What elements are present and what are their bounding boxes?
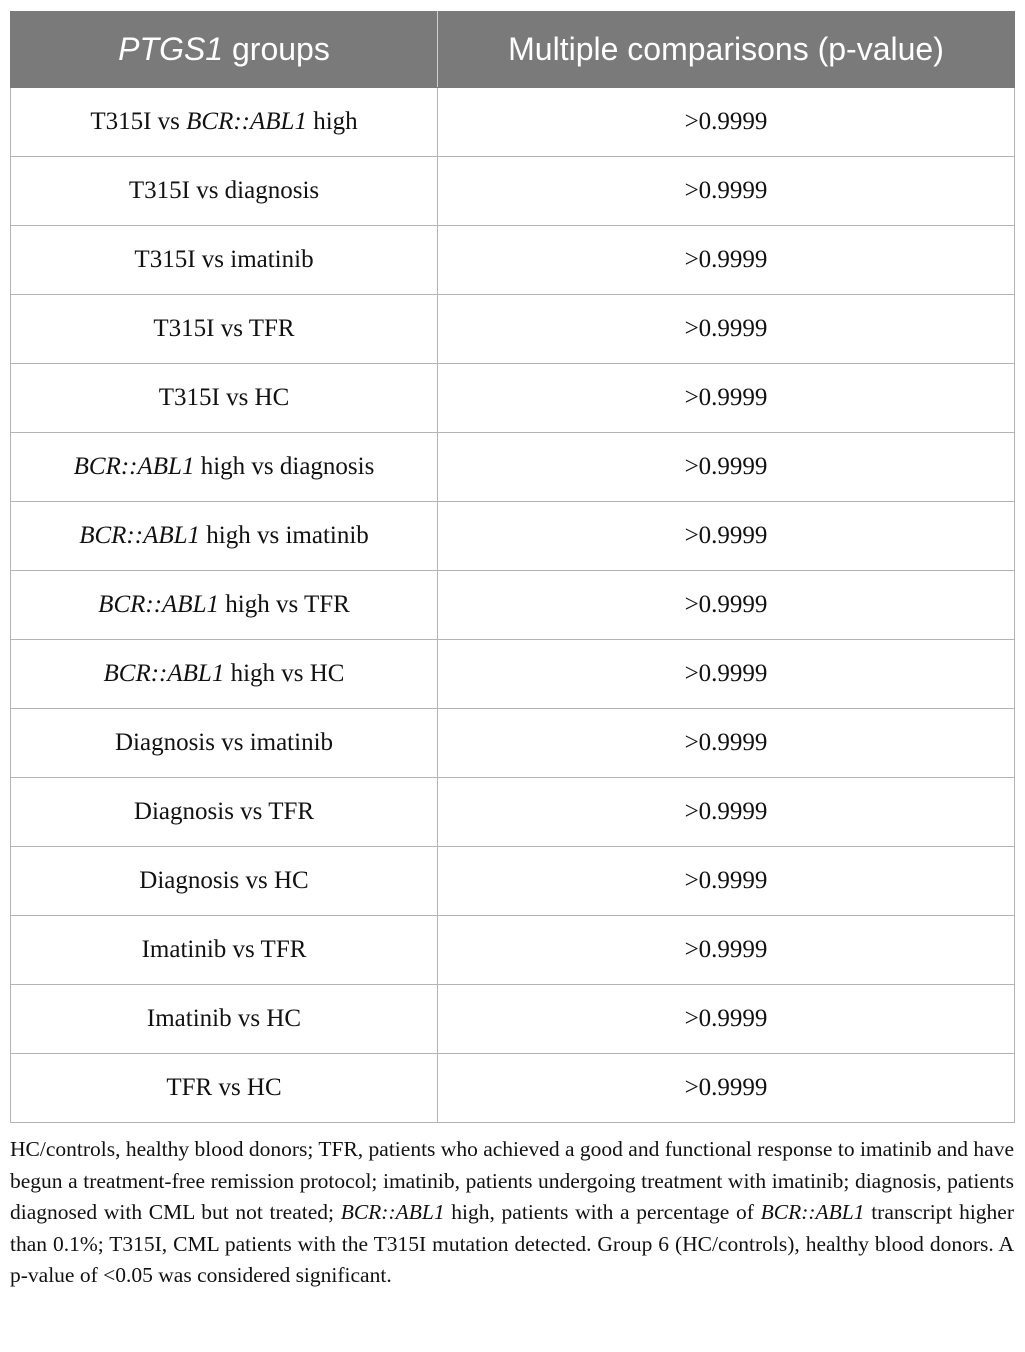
gene-name-text: BCR::ABL1 [79, 522, 201, 549]
comparison-cell [11, 157, 438, 226]
comparison-cell [11, 916, 438, 985]
comparison-cell [11, 709, 438, 778]
comparison-cell [11, 778, 438, 847]
gene-name-text: BCR::ABL1 [103, 660, 225, 687]
comparison-text: Diagnosis vs HC [139, 867, 309, 894]
comparison-cell [11, 1054, 438, 1123]
pvalue-cell: >0.9999 [438, 157, 1015, 226]
header-gene-name: PTGS1 [118, 31, 224, 67]
table-row [11, 916, 1015, 985]
table-row [11, 433, 1015, 502]
comparison-text: T315I vs diagnosis [128, 177, 320, 204]
table-row [11, 88, 1015, 157]
footnote-text: high, patients with a percentage of [444, 1200, 761, 1224]
table-body [11, 88, 1015, 1123]
comparison-text: high vs HC [224, 660, 345, 687]
header-groups-label: groups [223, 31, 330, 67]
comparison-cell [11, 88, 438, 157]
comparison-text: high [306, 108, 358, 135]
comparison-table-container [10, 11, 1014, 1123]
pvalue-cell: >0.9999 [438, 778, 1015, 847]
pvalue-cell: >0.9999 [438, 433, 1015, 502]
table-row [11, 1054, 1015, 1123]
pvalue-cell: >0.9999 [438, 226, 1015, 295]
comparison-text: high vs TFR [219, 591, 350, 618]
table-row [11, 571, 1015, 640]
comparison-text: Imatinib vs TFR [141, 936, 307, 963]
table-row [11, 847, 1015, 916]
footnote-gene-name: BCR::ABL1 [340, 1200, 445, 1224]
table-row [11, 640, 1015, 709]
footnote-text: transcript higher than 0.1%; T315I, CML patients with the T315I mutation detected. Group 6 (HC/controls), healthy blood donors. A p-value of <0.05 was considered significant. [10, 1200, 1014, 1287]
table-row [11, 709, 1015, 778]
pvalue-cell: >0.9999 [438, 1054, 1015, 1123]
comparison-cell [11, 433, 438, 502]
footnote-text: HC/controls, healthy blood donors; TFR, patients who achieved a good and functional response to imatinib and have begun a treatment-free remission protocol; imatinib, patients undergoing treatment with imatinib; diagnosis, patients diagnosed with CML but not treated; [10, 1137, 1014, 1224]
pvalue-cell: >0.9999 [438, 88, 1015, 157]
comparison-cell [11, 226, 438, 295]
table-row [11, 502, 1015, 571]
comparison-text: Diagnosis vs imatinib [114, 729, 334, 756]
comparison-cell [11, 364, 438, 433]
table-row [11, 226, 1015, 295]
table-footnote [10, 1134, 1014, 1292]
comparison-cell [11, 847, 438, 916]
comparison-text: T315I vs TFR [153, 315, 295, 342]
header-pvalue: Multiple comparisons (p-value) [438, 12, 1015, 88]
comparison-table [10, 11, 1015, 1123]
table-header-row [11, 12, 1015, 88]
comparison-cell [11, 985, 438, 1054]
comparison-cell [11, 502, 438, 571]
comparison-text: Diagnosis vs TFR [133, 798, 315, 825]
pvalue-cell: >0.9999 [438, 709, 1015, 778]
table-row [11, 778, 1015, 847]
gene-name-text: BCR::ABL1 [186, 108, 307, 135]
pvalue-cell: >0.9999 [438, 571, 1015, 640]
pvalue-cell: >0.9999 [438, 916, 1015, 985]
pvalue-cell: >0.9999 [438, 640, 1015, 709]
pvalue-cell: >0.9999 [438, 847, 1015, 916]
pvalue-cell: >0.9999 [438, 364, 1015, 433]
comparison-text: TFR vs HC [166, 1074, 282, 1101]
comparison-cell [11, 571, 438, 640]
comparison-text: T315I vs [90, 108, 187, 135]
comparison-text: high vs imatinib [200, 522, 369, 549]
gene-name-text: BCR::ABL1 [73, 453, 195, 480]
footnote-gene-name: BCR::ABL1 [760, 1200, 865, 1224]
table-row [11, 157, 1015, 226]
comparison-cell [11, 640, 438, 709]
pvalue-cell: >0.9999 [438, 985, 1015, 1054]
pvalue-cell: >0.9999 [438, 295, 1015, 364]
gene-name-text: BCR::ABL1 [98, 591, 219, 618]
table-row [11, 364, 1015, 433]
comparison-text: high vs diagnosis [194, 453, 375, 480]
comparison-cell [11, 295, 438, 364]
header-groups [11, 12, 438, 88]
table-row [11, 295, 1015, 364]
comparison-text: T315I vs HC [158, 384, 290, 411]
table-row [11, 985, 1015, 1054]
pvalue-cell: >0.9999 [438, 502, 1015, 571]
comparison-text: Imatinib vs HC [146, 1005, 302, 1032]
comparison-text: T315I vs imatinib [134, 246, 314, 273]
